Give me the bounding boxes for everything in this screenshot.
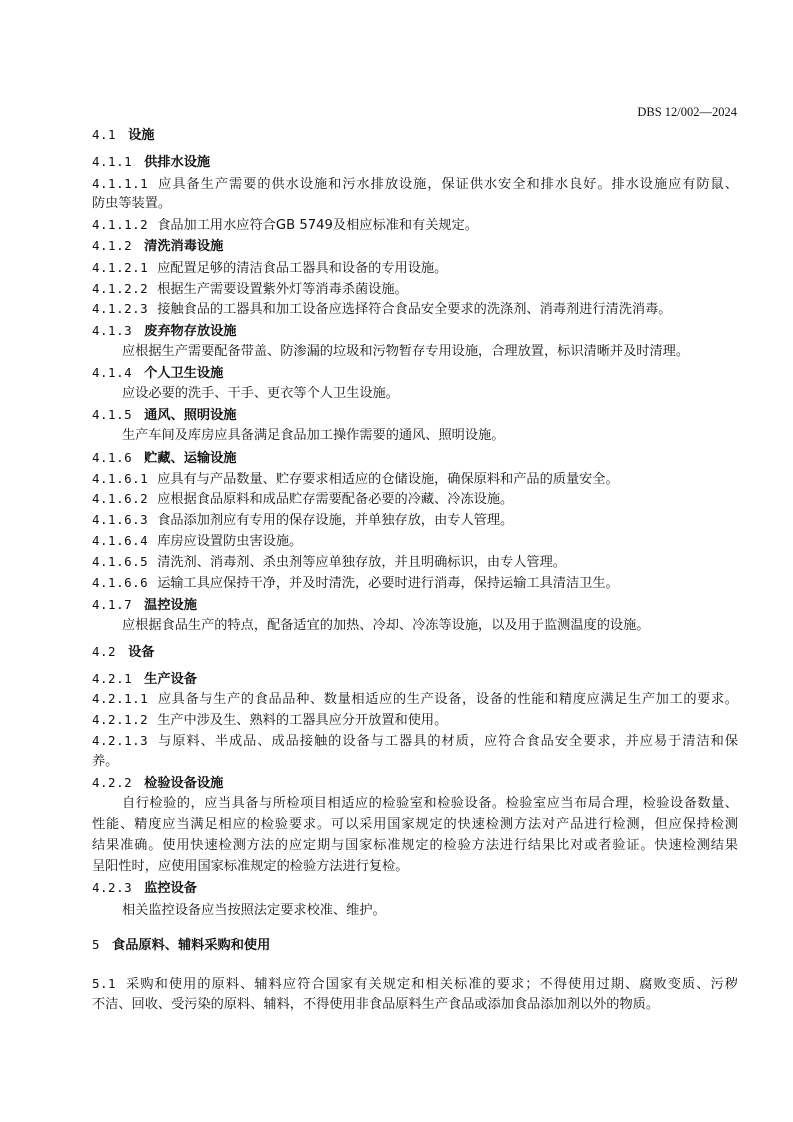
paragraph-line: [92, 732, 738, 750]
clause-text: 应根据食品原料和成品贮存需要配备必要的冷藏、冷冻设施。: [157, 492, 514, 507]
clause-number: 5.1: [92, 976, 117, 991]
clause-number: 4.1.6.2: [92, 491, 149, 506]
clause-number: 4.1.1.1: [92, 176, 149, 191]
clause-number: 4.2.1.3: [92, 733, 149, 748]
paragraph-line: [122, 795, 738, 813]
paragraph-line: [92, 532, 738, 551]
paragraph-line: [92, 553, 738, 572]
clause-text: 性能、精度应当满足相应的检验要求。可以采用国家规定的快速检测方法对产品进行检测，但应保持检测: [92, 817, 738, 832]
clause-number: 4.1.2: [92, 238, 133, 253]
clause-text: 采购和使用的原料、辅料应符合国家有关规定和相关标准的要求；不得使用过期、腐败变质、污秽: [125, 977, 738, 992]
clause-text: 生产中涉及生、熟料的工器具应分开放置和使用。: [157, 713, 448, 728]
section-heading: [92, 126, 738, 145]
section-heading: [92, 406, 738, 425]
clause-text: 呈阳性时，应使用国家标准规定的检验方法进行复检。: [92, 859, 409, 874]
section-heading: [92, 364, 738, 383]
clause-text: 养。: [92, 754, 119, 769]
clause-number: 4.1.5: [92, 407, 133, 422]
paragraph-line: [122, 343, 738, 361]
paragraph-line: [122, 427, 738, 445]
clause-number: 4.1: [92, 127, 117, 142]
clause-text: 应根据生产需要配备带盖、防渗漏的垃圾和污物暂存专用设施，合理放置，标识清晰并及时清理。: [122, 344, 690, 359]
clause-number: 4.1.6.4: [92, 533, 149, 548]
clause-text: 接触食品的工器具和加工设备应选择符合食品安全要求的洗涤剂、消毒剂进行清洗消毒。: [157, 302, 672, 317]
clause-text: 应具备生产需要的供水设施和污水排放设施，保证供水安全和排水良好。排水设施应有防鼠、: [157, 177, 738, 192]
clause-number: 4.2.3: [92, 880, 133, 895]
clause-number: 4.1.6.6: [92, 575, 149, 590]
clause-text: 应具有与产品数量、贮存要求相适应的仓储设施，确保原料和产品的质量安全。: [157, 472, 619, 487]
paragraph-line: [92, 858, 738, 876]
paragraph-line: [92, 574, 738, 593]
clause-number: 4.1.6.1: [92, 471, 149, 486]
clause-number: 4.2.1: [92, 671, 133, 686]
clause-number: 4.1.6: [92, 450, 133, 465]
document-code-header: DBS 12/002—2024: [637, 105, 737, 119]
heading-text: 设施: [128, 128, 155, 143]
clause-text: 食品添加剂应有专用的保存设施，并单独存放，由专人管理。: [157, 513, 514, 528]
clause-number: 4.2.1.1: [92, 691, 149, 706]
clause-text: 生产车间及库房应具备满足食品加工操作需要的通风、照明设施。: [122, 428, 505, 443]
clause-number: 4.2: [92, 644, 117, 659]
clause-text: 相关监控设备应当按照法定要求校准、维护。: [122, 903, 386, 918]
clause-text: 运输工具应保持干净，并及时清洗，必要时进行消毒，保持运输工具清洁卫生。: [157, 576, 619, 591]
heading-text: 废弃物存放设施: [144, 324, 237, 339]
heading-text: 通风、照明设施: [144, 408, 237, 423]
clause-number: 4.1.6.3: [92, 512, 149, 527]
paragraph-line: [92, 511, 738, 530]
paragraph-line: [92, 837, 738, 855]
clause-text: 与原料、半成品、成品接触的设备与工器具的材质，应符合食品安全要求，并应易于清洁和保: [157, 734, 738, 749]
paragraph-line: [92, 259, 738, 278]
heading-text: 食品原料、辅料采购和使用: [112, 938, 271, 953]
clause-number: 4.1.6.5: [92, 554, 149, 569]
clause-text: 食品加工用水应符合GB 5749及相应标准和有关规定。: [157, 218, 478, 233]
paragraph-line: [92, 280, 738, 299]
paragraph-line: [122, 385, 738, 403]
clause-text: 应配置足够的清洁食品工器具和设备的专用设施。: [157, 261, 448, 276]
clause-text: 应具备与生产的食品品种、数量相适应的生产设备，设备的性能和精度应满足生产加工的要求。: [157, 692, 738, 707]
paragraph-line: [92, 753, 738, 771]
section-heading: [92, 879, 738, 898]
paragraph-line: [122, 617, 738, 635]
heading-text: 贮藏、运输设施: [144, 451, 237, 466]
clause-number: 4.1.7: [92, 597, 133, 612]
paragraph-line: [92, 175, 738, 193]
section-heading: [92, 237, 738, 256]
paragraph-line: [92, 711, 738, 730]
paragraph-line: [92, 690, 738, 708]
clause-text: 防虫等装置。: [92, 196, 172, 211]
clause-number: 4.1.3: [92, 323, 133, 338]
clause-number: 4.2.2: [92, 775, 133, 790]
clause-text: 自行检验的，应当具备与所检项目相适应的检验室和检验设备。检验室应当布局合理，检验设备数量、: [122, 796, 738, 811]
paragraph-line: [92, 490, 738, 509]
section-heading: [92, 322, 738, 341]
section-heading: [92, 670, 738, 689]
heading-text: 生产设备: [144, 672, 197, 687]
heading-text: 个人卫生设施: [144, 366, 224, 381]
clause-number: 4.2.1.2: [92, 712, 149, 727]
section-heading: [92, 449, 738, 468]
clause-text: 不洁、回收、受污染的原料、辅料，不得使用非食品原料生产食品或添加食品添加剂以外的物质。: [92, 997, 660, 1012]
clause-number: 4.1.1: [92, 154, 133, 169]
heading-text: 设备: [128, 645, 155, 660]
clause-number: 4.1.2.1: [92, 260, 149, 275]
paragraph-line: [92, 975, 738, 993]
section-heading: [92, 643, 738, 662]
clause-text: 应设必要的洗手、干手、更衣等个人卫生设施。: [122, 386, 399, 401]
clause-number: 4.1.2.2: [92, 281, 149, 296]
clause-text: 根据生产需要设置紫外灯等消毒杀菌设施。: [157, 282, 408, 297]
paragraph-line: [92, 996, 738, 1014]
heading-text: 清洗消毒设施: [144, 239, 224, 254]
clause-text: 清洗剂、消毒剂、杀虫剂等应单独存放，并且明确标识，由专人管理。: [157, 555, 566, 570]
heading-text: 监控设备: [144, 881, 197, 896]
paragraph-line: [92, 300, 738, 319]
heading-text: 检验设备设施: [144, 776, 224, 791]
clause-number: 5: [92, 937, 101, 952]
clause-text: 应根据食品生产的特点，配备适宜的加热、冷却、冷冻等设施，以及用于监测温度的设施。: [122, 618, 650, 633]
paragraph-line: [92, 216, 738, 235]
section-heading: [92, 774, 738, 793]
clause-number: 4.1.1.2: [92, 217, 149, 232]
paragraph-line: [92, 470, 738, 489]
paragraph-line: [92, 195, 738, 213]
section-heading: [92, 596, 738, 615]
heading-text: 供排水设施: [144, 155, 211, 170]
paragraph-line: [92, 816, 738, 834]
clause-number: 4.1.4: [92, 365, 133, 380]
clause-text: 结果准确。使用快速检测方法的应定期与国家标准规定的检验方法进行结果比对或者验证。快速检测结果: [92, 838, 738, 853]
paragraph-line: [122, 902, 738, 920]
section-heading: [92, 936, 738, 955]
heading-text: 温控设施: [144, 598, 197, 613]
clause-number: 4.1.2.3: [92, 301, 149, 316]
clause-text: 库房应设置防虫害设施。: [157, 534, 303, 549]
section-heading: [92, 153, 738, 172]
